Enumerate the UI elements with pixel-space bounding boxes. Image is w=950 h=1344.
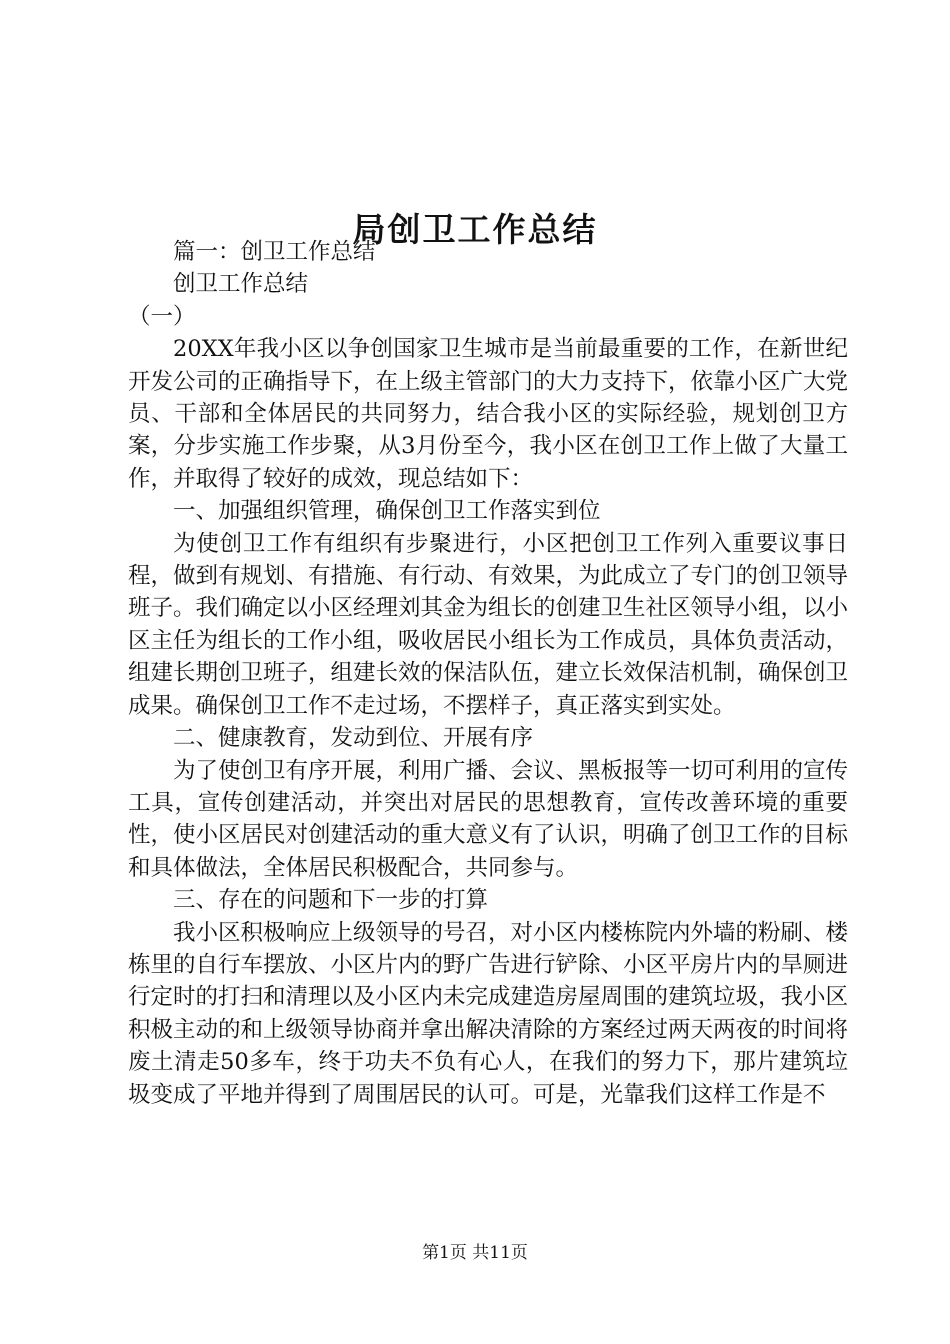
document-body <box>128 236 848 1111</box>
subtitle: 创卫工作总结 <box>173 271 309 298</box>
paragraph-heading: 二、健康教育，发动到位、开展有序 <box>173 725 534 752</box>
document-title: 局创卫工作总结 <box>352 210 598 250</box>
page-footer: 第1页 共11页 <box>422 1243 528 1263</box>
paragraph: 为了使创卫有序开展，利用广播、会议、黑板报等一切可利用的宣传工具，宣传创建活动，并突出对居民的思想教育，宣传改善环境的重要性，使小区居民对创建活动的重大意义有了认识，明确了创卫工作的目标和具体做法，全体居民积极配合，共同参与。 <box>128 757 849 881</box>
paragraph: 为使创卫工作有组织有步聚进行，小区把创卫工作列入重要议事日程，做到有规划、有措施、有行动、有效果，为此成立了专门的创卫领导班子。我们确定以小区经理刘其金为组长的创建卫生社区领导小组，以小区主任为组长的工作小组，吸收居民小组长为工作成员，具体负责活动，组建长期创卫班子，组建长效的保洁队伍，建立长效保洁机制，确保创卫成果。确保创卫工作不走过场，不摆样子，真正落实到实处。 <box>128 530 849 719</box>
paragraph-heading: 三、存在的问题和下一步的打算 <box>173 887 489 914</box>
paragraph-heading: 一、加强组织管理，确保创卫工作落实到位 <box>173 498 601 525</box>
section-heading: 篇一：创卫工作总结 <box>173 239 376 265</box>
paragraph: 我小区积极响应上级领导的号召，对小区内楼栋院内外墙的粉刷、楼栋里的自行车摆放、小区片内的野广告进行铲除、小区平房片内的旱厕进行定时的打扫和清理以及小区内未完成建造房屋周围的建筑垃圾，我小区积极主动的和上级领导协商并拿出解决清除的方案经过两天两夜的时间将废土清走50多车，终于功夫不负有心人，在我们的努力下，那片建筑垃圾变成了平地并得到了周围居民的认可。可是，光靠我们这样工作是不 <box>128 919 849 1108</box>
section-number: （一） <box>128 303 196 330</box>
paragraph: 20XX年我小区以争创国家卫生城市是当前最重要的工作，在新世纪开发公司的正确指导下，在上级主管部门的大力支持下，依靠小区广大党员、干部和全体居民的共同努力，结合我小区的实际经验，规划创卫方案，分步实施工作步聚，从3月份至今，我小区在创卫工作上做了大量工作，并取得了较好的成效，现总结如下： <box>128 336 849 492</box>
